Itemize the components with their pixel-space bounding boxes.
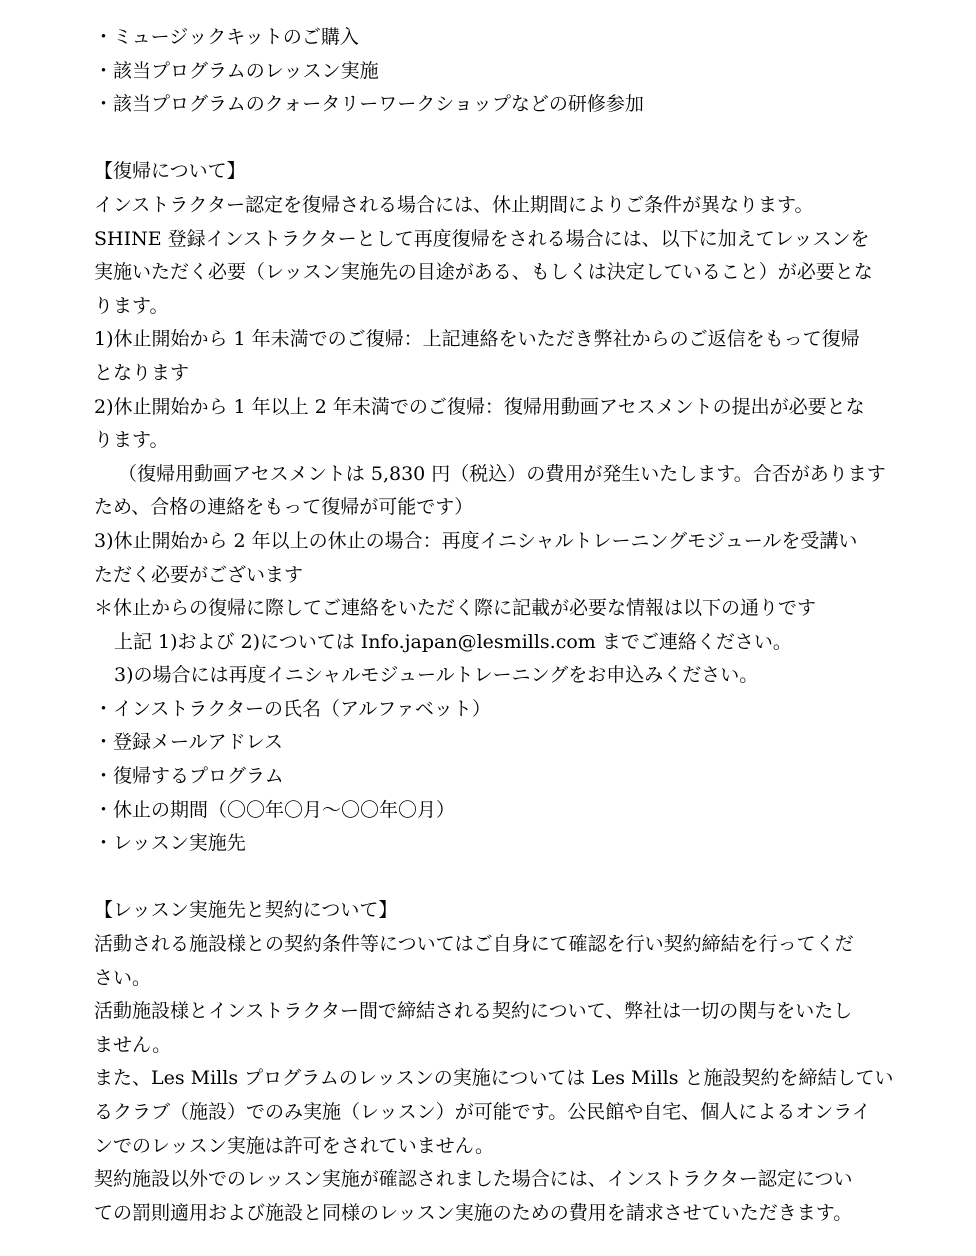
condition-3-line: 3)休止開始から 2 年以上の休止の場合：再度イニシャルトレーニングモジュールを受講い [94, 529, 858, 552]
section-heading-contract: 【レッスン実施先と契約について】 [94, 899, 398, 922]
condition-2-line: 2)休止開始から 1 年以上 2 年未満でのご復帰：復帰用動画アセスメントの提出が必要とな [94, 395, 865, 418]
list-item: ・該当プログラムのレッスン実施 [94, 59, 379, 82]
contract-paragraph-line: ンでのレッスン実施は許可をされていません。 [94, 1134, 494, 1157]
condition-3-line: ただく必要がございます [94, 563, 304, 586]
list-item: ・登録メールアドレス [94, 731, 284, 754]
contact-instruction-line: 上記 1)および 2)については Info.japan@lesmills.com までご連絡ください。 [114, 630, 792, 653]
contract-paragraph-line: 活動される施設様との契約条件等についてはご自身にて確認を行い契約締結を行ってくだ [94, 933, 854, 956]
list-item: ・レッスン実施先 [94, 832, 246, 855]
condition-2-line: ります。 [94, 429, 169, 452]
spacer [94, 122, 894, 156]
list-item: ・該当プログラムのクォータリーワークショップなどの研修参加 [94, 93, 644, 116]
list-item: ・休止の期間（〇〇年〇月～〇〇年〇月） [94, 798, 456, 821]
required-info-note: ＊休止からの復帰に際してご連絡をいただく際に記載が必要な情報は以下の通りです [94, 597, 817, 620]
contract-paragraph-line: さい。 [94, 966, 152, 989]
list-item: ・インストラクターの氏名（アルファベット） [94, 697, 491, 720]
condition-2-note-line: ため、合格の連絡をもって復帰が可能です） [94, 496, 474, 519]
contract-paragraph-line: 活動施設様とインストラクター間で締結される契約について、弊社は一切の関与をいたし [94, 1000, 853, 1023]
condition-2-note-line: （復帰用動画アセスメントは 5,830 円（税込）の費用が発生いたします。合否があります [118, 462, 886, 485]
spacer [94, 861, 894, 895]
condition-1-line: となります [94, 361, 190, 384]
list-item: ・復帰するプログラム [94, 765, 284, 788]
return-intro-paragraph: インストラクター認定を復帰される場合には、休止期間によりご条件が異なります。 [94, 193, 814, 216]
section-heading-return: 【復帰について】 [94, 160, 246, 183]
return-paragraph-line: ります。 [94, 294, 169, 317]
condition-1-line: 1)休止開始から 1 年未満でのご復帰：上記連絡をいただき弊社からのご返信をもって復帰 [94, 328, 860, 351]
list-item: ・ミュージックキットのご購入 [94, 26, 359, 48]
contract-paragraph-line: るクラブ（施設）でのみ実施（レッスン）が可能です。公民館や自宅、個人によるオンライ [94, 1101, 871, 1123]
contract-paragraph-line: 契約施設以外でのレッスン実施が確認されました場合には、インストラクター認定につい [94, 1168, 853, 1191]
contract-paragraph-line: ません。 [94, 1033, 172, 1056]
contract-paragraph-line: また、Les Mills プログラムのレッスンの実施については Les Mills と施設契約を締結してい [94, 1067, 894, 1090]
document-page [94, 21, 894, 1230]
reapply-instruction-line: 3)の場合には再度イニシャルモジュールトレーニングをお申込みください。 [114, 664, 759, 687]
return-paragraph-line: SHINE 登録インストラクターとして再度復帰をされる場合には、以下に加えてレッスンを [94, 227, 870, 250]
contract-paragraph-line: ての罰則適用および施設と同様のレッスン実施のための費用を請求させていただきます。 [94, 1201, 853, 1224]
return-paragraph-line: 実施いただく必要（レッスン実施先の目途がある、もしくは決定していること）が必要とな [94, 261, 873, 284]
